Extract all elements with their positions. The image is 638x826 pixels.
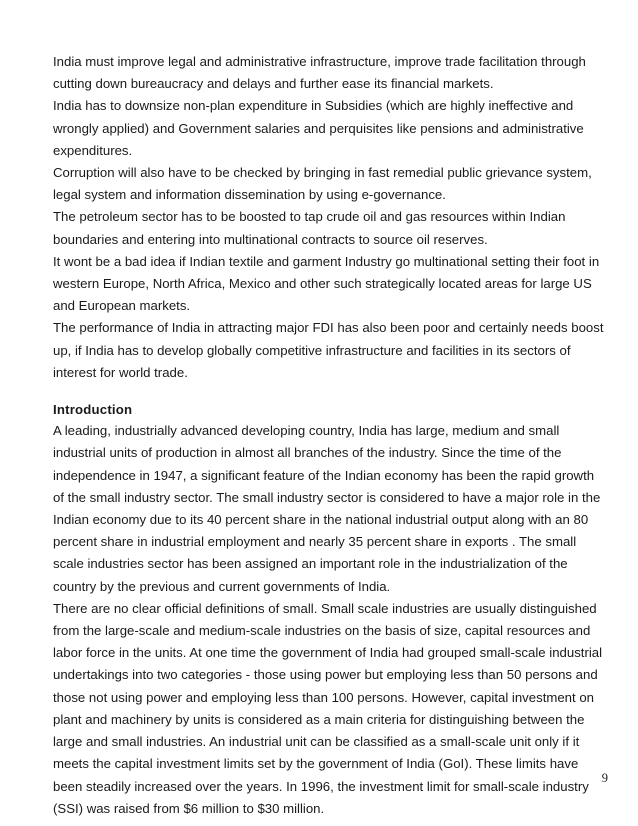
paragraph-legal-infrastructure: India must improve legal and administrative infrastructure, improve trade facilitation through cutting down bureaucracy and delays and further ease its financial markets. — [53, 54, 586, 92]
paragraph-textile-industry: It wont be a bad idea if Indian textile and garment Industry go multinational setting their foot in western Europe, North Africa, Mexico and other such strategically located areas for large US and European markets. — [53, 253, 600, 314]
page-number: 9 — [601, 771, 608, 785]
paragraph-corruption: Corruption will also have to be checked by bringing in fast remedial public grievance system, legal system and information dissemination by using e-governance. — [53, 165, 592, 203]
section-heading-introduction: Introduction — [53, 402, 133, 418]
paragraph-petroleum-sector: The petroleum sector has to be boosted to tap crude oil and gas resources within Indian boundaries and entering into multinational contracts to source oil reserves. — [53, 209, 566, 247]
paragraph-fdi-performance: The performance of India in attracting major FDI has also been poor and certainly needs boost up, if India has to develop globally competitive infrastructure and facilities in its sectors of interest for world trade. — [53, 320, 604, 380]
paragraph-non-plan-expenditure: India has to downsize non-plan expenditure in Subsidies (which are highly ineffective and wrongly applied) and Government salaries and perquisites like pensions and administrative expenditures. — [53, 98, 584, 158]
page-body — [53, 51, 605, 820]
paragraph-intro-small-industry: A leading, industrially advanced developing country, India has large, medium and small industrial units of production in almost all branches of the industry. Since the time of the independence in 1947, a significant feature of the Indian economy has been the rapid growth of the small industry sector. The small industry sector is considered to have a major role in the Indian economy due to its 40 percent share in the national industrial output along with an 80 percent share in industrial employment and nearly 35 percent share in exports . The small scale industries sector has been assigned an important role in the industrialization of the country by the previous and current governments of India. — [53, 423, 601, 594]
paragraph-intro-definitions: There are no clear official definitions of small. Small scale industries are usually distinguished from the large-scale and medium-scale industries on the basis of size, capital resources and labor force in the units. At one time the government of India had grouped small-scale industrial undertakings into two categories - those using power but employing less than 50 persons and those not using power and employing less than 100 persons. However, capital investment on plant and machinery by units is considered as a main criteria for distinguishing between the large and small industries. An industrial unit can be classified as a small-scale unit only if it meets the capital investment limits set by the government of India (GoI). These limits have been steadily increased over the years. In 1996, the investment limit for small-scale industry (SSI) was raised from $6 million to $30 million. — [53, 600, 603, 816]
